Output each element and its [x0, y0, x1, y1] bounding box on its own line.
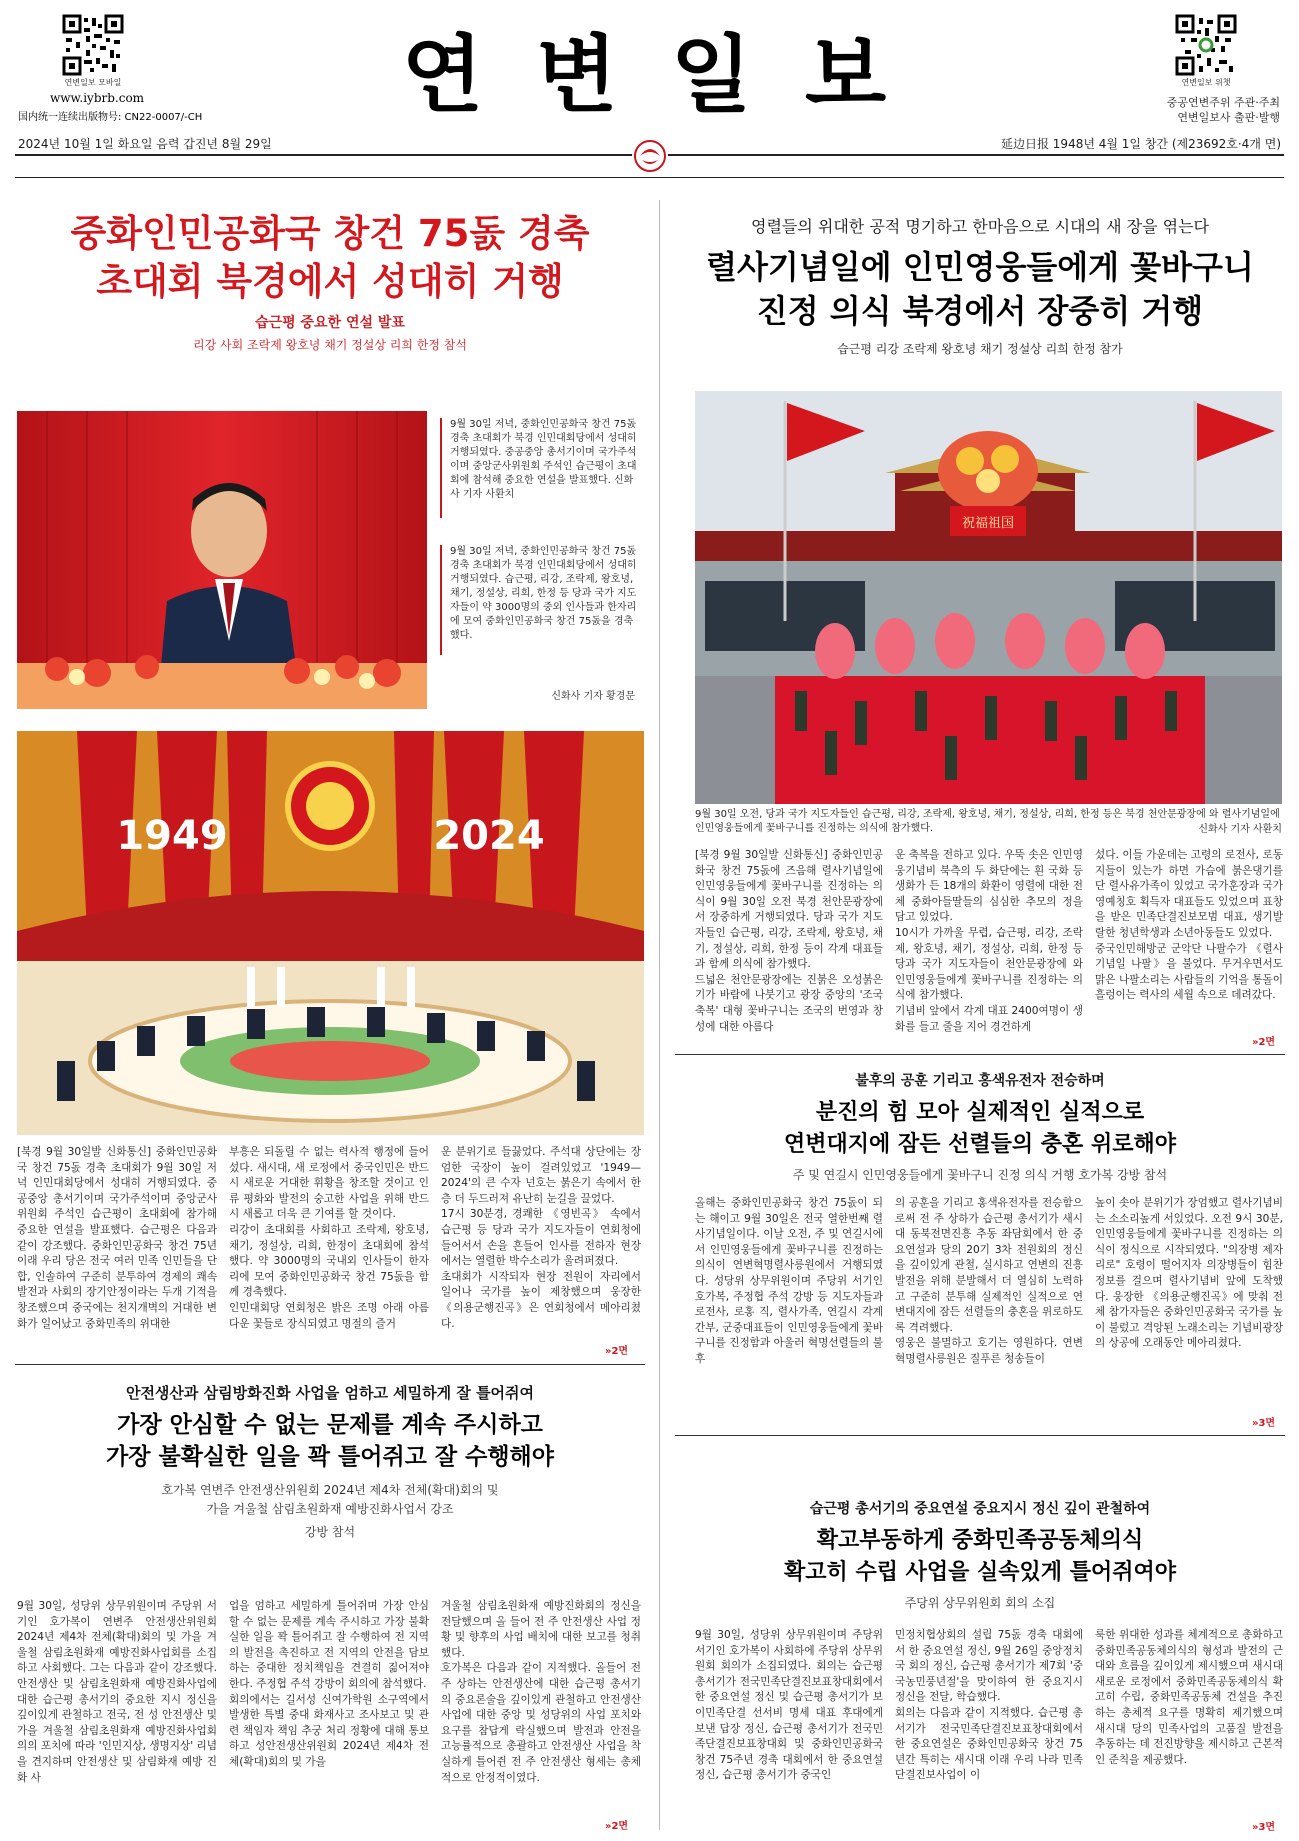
- wreath-body-col1: [북경 9월 30일발 신화통신] 중화인민공화국 창건 75돐에 즈음해 렬사기념일에 인민영웅들에게 꽃바구니를 진정하는 의식이 9월 30일 오전 북경 천안문광장에서 장중하게 거행되였다. 당과 국가 지도자들인 습근평, 리강, 조락제, 왕호녕, 채기, 정설상, 리희, 한정 등이 각계 대표들과 함께 의식에 참가했다. 드넓은 천안문광장에는 진붉은 오성붉은기가 바람에 나붓기고 광장 중앙의 '조국 축복' 대형 꽃바구니는 조국의 번영과 창성에 대한 아름다: [695, 849, 883, 1033]
- martyr-body-col1: 올해는 중화인민공화국 창건 75돐이 되는 해이고 9월 30일은 전국 열한번째 렬사기념일이다. 이날 오전, 주 및 연길시에서 인민영웅들에게 꽃바구니를 진정하는 의식이 연변혁명렬사릉원에서 거행되였다. 성당위 상무위원이며 주당위 서기인 호가복, 주정협 주석 강방 등 지도자들과 로전사, 로홍 직, 렬사가족, 연길시 각계 간부, 군중대표들이 인민영웅들에게 꽃바구니를 진정함과 아울러 혁명선렬들의 불후: [695, 1197, 883, 1365]
- right-qr-caption: 연변일보 위챗: [1181, 78, 1231, 87]
- banner-year-right: 2024: [433, 813, 545, 859]
- wreath-photo-credit: 신화사 기자 사환치: [1198, 824, 1282, 835]
- banquet-photo-caption: 9월 30일 저녁, 중화인민공화국 창건 75돐 경축 초대회가 북경 인민대회당에서 성대히 거행되였다. 습근평, 리강, 조락제, 왕호녕, 채기, 정설상, 리희, 한정 등 당과 국가 지도자들이 약 3000명의 중외 인사들과 한자리에 모여 중화인민공화국 창건 75돐을 경축했다.: [450, 546, 637, 641]
- martyr-sub: 주 및 연길시 인민영웅들에게 꽃바구니 진정 의식 거행 호가복 강방 참석: [792, 1168, 1168, 1182]
- section-divider-3: [675, 1435, 1285, 1436]
- section-divider-2: [675, 1054, 1285, 1055]
- safety-headline-line2[interactable]: 가장 불확실한 일을 꽉 틀어쥐고 잘 수행해야: [106, 1443, 554, 1470]
- meeting-continued[interactable]: »3면: [1252, 1822, 1276, 1833]
- martyr-continued[interactable]: »3면: [1252, 1418, 1276, 1429]
- martyr-body-col2: 의 공훈을 기리고 홍색유전자를 전승함으로써 전 주 상하가 습근평 총서기가 새시대 동북전면진흥 추동 좌담회에서 한 중요연설과 당의 20기 3차 전원회의 정신을 깊이있게 관철, 실시하고 연변의 진흥 발전을 위해 분발해서 더 열심히 노력하고 구준히 분투해 실제적인 실적으로 연변대지에 잠든 선렬들의 충혼을 위로하도록 격려했다. 영웅은 불멸하고 호기는 영원하다. 연변혁명렬사릉원은 질푸른 청송들이: [895, 1197, 1083, 1365]
- newspaper-title: 연 변 일 보: [401, 26, 899, 124]
- website[interactable]: www.iybrb.com: [50, 91, 145, 105]
- banquet-hall-photo[interactable]: [17, 731, 644, 1135]
- banquet-photo-credit: 신화사 기자 황경문: [551, 691, 635, 702]
- speech-photo-caption: 9월 30일 저녁, 중화인민공화국 창건 75돐 경축 초대회가 북경 인민대회당에서 성대히 거행되였다. 중공중앙 총서기이며 국가주석이며 중앙군사위원회 주석인 습근평이 초대회에 참석해 중요한 연설을 발표했다. 신화사 기자 사환치: [450, 419, 637, 500]
- safety-sub2: 가을 겨울철 삼림초원화재 예방진화사업서 강조: [206, 1502, 454, 1516]
- caption-arrow-line: [440, 418, 442, 518]
- flower-basket-banner: 祝福祖国: [961, 516, 1015, 531]
- date-right: 延边日报 1948년 4월 1일 창간 (제23692호·4개 면): [1000, 137, 1281, 151]
- date-bar: [0, 134, 1299, 178]
- safety-body-col2: 업을 엄하고 세밀하게 틀어쥐며 가장 안심할 수 없는 문제를 계속 주시하고 가장 불확실한 일을 꽉 틀어쥐고 잘 수행하여 전 지역의 발전을 촉진하고 전 지역의 안전을 담보하는 중대한 정치책임을 견결히 짊어져야 한다. 주정협 주석 강방이 회의에 참석했다. 회의에서는 길서성 신여가학원 소구역에서 발생한 특별 중대 화재사고 조사보고 및 관련 책임자 책임 추궁 처리 정황에 대해 통보하고 성안전생산위원회 2024년 제4차 전체(확대)회의 및 가을: [229, 1600, 429, 1768]
- wreath-ceremony-photo[interactable]: [695, 391, 1282, 804]
- section-divider: [15, 1364, 645, 1365]
- lead-subhead: 습근평 중요한 연설 발표: [255, 315, 405, 331]
- safety-byline: 강방 참석: [304, 1525, 356, 1539]
- date-left: 2024년 10월 1일 화요일 음력 갑진년 8월 29일: [18, 137, 272, 151]
- wreath-headline-line2[interactable]: 진정 의식 북경에서 장중히 거행: [756, 292, 1204, 330]
- meeting-headline-line2[interactable]: 확고히 수립 사업을 실속있게 틀어쥐여야: [784, 1559, 1176, 1585]
- left-qr-code[interactable]: [62, 14, 124, 80]
- safety-kicker: 안전생산과 삼림방화진화 사업을 엄하고 세밀하게 잘 틀어쥐여: [125, 1384, 535, 1402]
- meeting-kicker: 습근평 총서기의 중요연설 중요지시 정신 깊이 관철하여: [809, 1501, 1151, 1517]
- safety-continued[interactable]: »2면: [605, 1821, 629, 1832]
- wreath-sub: 습근평 리강 조락제 왕호녕 채기 정설상 리희 한정 참가: [837, 342, 1123, 356]
- wreath-photo-caption: 9월 30일 오전, 당과 국가 지도자들인 습근평, 리강, 조락제, 왕호녕, 채기, 정설상, 리희, 한정 등은 북경 천안문광장에 와 렬사기념일에 인민영웅들에게 꽃바구니를 진정하는 의식에 참가했다.: [695, 809, 1280, 834]
- meeting-body-col3: 룩한 위대한 성과를 체계적으로 총화하고 중화민족공동체의식의 형성과 발전의 근대와 흐름을 깊이있게 제시했으며 새시대 새로운 로정에서 중화민족공동체의식 확고히 수립, 중화민족공동체 건설을 추진하는 총체적 요구를 명확히 제기했으며 새시대 당의 민족사업의 고품질 발전을 추동하는 데 전진방향을 제시하고 근본적 인 준칙을 제공했다.: [1095, 1629, 1283, 1766]
- wreath-body-col2: 운 축복을 전하고 있다. 우뚝 솟은 인민영웅기념비 북측의 두 화단에는 흰 국화 등 생화가 든 18개의 화환이 영렬에 대한 전체 중화아들딸들의 심심한 추모의 정을 담고 있었다. 10시가 가까울 무렵, 습근평, 리강, 조락제, 왕호녕, 채기, 정설상, 리희, 한정 등 당과 국가 지도자들이 천안문광장에 와 인민영웅들에게 꽃바구니를 진정하는 의식에 참가했다. 기념비 앞에서 각계 대표 2400여명이 생화를 들고 줄을 지어 경건하게: [895, 849, 1083, 1033]
- wreath-headline-line1[interactable]: 렬사기념일에 인민영웅들에게 꽃바구니: [706, 248, 1254, 286]
- martyr-body-col3: 높이 솟아 분위기가 장엄했고 렬사기념비는 소소리높게 서있었다. 오전 9시 30분, 인민영웅들에게 꽃바구니를 진정하는 의식이 정식으로 시작되였다. "의장병 제자리로" 호령이 떨어지자 의장병들이 힘찬 정보를 걸으며 렬사기념비 앞에 도착했다. 웅장한 《의용군행진곡》에 맞춰 전체 참가자들은 중화인민공화국 국가를 높이 불렀고 격앙된 노래소리는 기념비광장의 상공에 오래동안 메아리쳤다.: [1095, 1197, 1283, 1350]
- publisher-line2: 연변일보사 출판·발행: [1177, 111, 1280, 124]
- safety-body-col1: 9월 30일, 성당위 상무위원이며 주당위 서기인 호가복이 연변주 안전생산위원회 2024년 제4차 전체(확대)회의 및 가을 겨울철 삼림초원화재 예방진화사업회를 소집하고 사회했다. 그는 다음과 같이 강조했다. 안전생산 및 삼림초원화재 예방진화사업에 대한 습근평 총서기의 중요한 지시 정신을 깊이있게 관철하고 전국, 전 성 안전생산 및 가을 겨울철 삼림초원화재 예방진화사업회의의 포치에 따라 '인민지상, 생명지상' 리념을 견지하며 안전생산 및 삼림화재 예방 진화 사: [17, 1600, 217, 1784]
- wreath-kicker: 영렬들의 위대한 공적 명기하고 한마음으로 시대의 새 장을 엮는다: [750, 217, 1209, 236]
- wreath-body-col3: 섰다. 이들 가운데는 고령의 로전사, 로동지들이 있는가 하면 가슴에 붉은댕기를 단 렬사유가족이 있었고 국가훈장과 국가영예칭호 획득자 대표들도 있었으며 표창을 받은 민족단결진보모범 대표, 생기발랄한 청년학생과 소년아동들도 있었다. 중국인민해방군 군악단 나팔수가 《렬사기념일 나팔》을 불었다. 무거우면서도 맑은 나팔소리는 사람들의 기억을 통돌이 흘렁이는 력사의 세월 속으로 데려갔다.: [1095, 849, 1283, 1002]
- meeting-body-col2: 민정치협상회의 설립 75돐 경축 대회에서 한 중요연설 정신, 9월 26일 중앙정치국 회의 정신, 습근평 총서기가 제7회 '중국농민풍년절'을 맞이하여 한 중요지시 정신을 전달, 학습했다. 회의는 다음과 같이 지적했다. 습근평 총서기가 전국민족단결진보표창대회에서 한 중요연설은 중화인민공화국 창건 75년간 특히는 새시대 이래 우리 나라 민족단결진보사업이 이: [895, 1629, 1083, 1782]
- safety-sub1: 호가복 연변주 안전생산위원회 2024년 제4차 전체(확대)회의 및: [161, 1483, 499, 1497]
- safety-headline-line1[interactable]: 가장 안심할 수 없는 문제를 계속 주시하고: [117, 1411, 543, 1438]
- left-qr-caption: 연변일보 모바일: [64, 78, 122, 87]
- lead-body-col1: [북경 9월 30일발 신화통신] 중화인민공화국 창건 75돐 경축 초대회가 9월 30일 저녁 인민대회당에서 성대히 거행되였다. 중공중앙 총서기이며 국가주석이며 중앙군사위원회 주석인 습근평이 초대회에 참가해 중요한 연설을 발표했다. 습근평은 다음과 같이 강조했다. 중화인민공화국 창건 75년 이래 우리 당은 전국 여러 민족 인민들을 단합, 인솔하여 구준히 분투하여 경제의 쾌속발전과 사회의 장기안정이라는 두개 기적을 창조했으며 중국에는 천지개벽의 거대한 변화가 일어났고 중화민족의 위대한: [17, 1146, 217, 1330]
- martyr-kicker: 불후의 공훈 기리고 홍색유전자 전승하며: [855, 1073, 1105, 1089]
- lead-continued[interactable]: »2면: [605, 1346, 629, 1357]
- safety-body-col3: 겨울철 삼림초원화재 예방진화회의 정신을 전달했으며 올 들어 전 주 안전생산 사업 정황 및 향후의 사업 배치에 대한 보고를 청취했다. 호가복은 다음과 같이 지적했다. 올들어 전 주 상하는 안전생산에 대한 습근평 총서기의 중요론술을 깊이있게 관철하고 안전생산 사업에 대한 중앙 및 성당위의 사업 포치와 요구를 참답게 락실했으며 발전과 안전을 고능률적으로 총괄하고 안전생산 사업을 착실하게 틀어쥔 전 주 안전생산 형세는 총체적으로 안정적이였다.: [441, 1600, 641, 1784]
- publisher-line1: 중공연변주위 주관·주최: [1166, 96, 1280, 109]
- issn: 国内统一连续出版物号: CN22-0007/-CH: [18, 112, 203, 123]
- meeting-body-col1: 9월 30일, 성당위 상무위원이며 주당위 서기인 호가복이 사회하에 주당위 상무위원회 회의가 소집되였다. 회의는 습근평 총서기가 전국민족단결진보표창대회에서 한 중요연설 정신 및 습근평 총서기가 보이민족단결 선서비 명세 대표 후대에게 보낸 답장 정신, 습근평 총서기가 전국민족단결진보표창대회 및 중화인민공화국 창건 75주년 경축 대회에서 한 중요연설 정신, 습근평 총서기가 중국인: [695, 1629, 883, 1782]
- meeting-sub: 주당위 상무위원회 회의 소집: [904, 1596, 1056, 1610]
- xi-speech-photo[interactable]: [17, 411, 427, 709]
- wreath-continued[interactable]: »2면: [1252, 1037, 1276, 1048]
- lead-headline-line1[interactable]: 중화인민공화국 창건 75돐 경축: [70, 212, 590, 255]
- emblem-logo: [632, 138, 668, 174]
- martyr-headline-line1[interactable]: 분진의 힘 모아 실제적인 실적으로: [815, 1099, 1145, 1125]
- lead-body-col2: 부흥은 되돌릴 수 없는 력사적 행정에 들어섰다. 새시대, 새 로정에서 중국인민은 반드시 새로운 거대한 휘황을 창조할 것이고 인류 평화와 발전의 숭고한 사업을 위해 반드시 새롭고 더욱 큰 기여를 할 것이다. 리강이 초대회를 사회하고 조락제, 왕호녕, 채기, 정설상, 리희, 한정이 초대회에 참석했다. 약 3000명의 국내외 인사들이 한자리에 모여 중화인민공화국 창건 75돐을 함께 경축했다. 인민대회당 연회청은 밝은 조명 아래 아름다운 꽃들로 장식되였고 명절의 즐거: [229, 1146, 429, 1330]
- lead-headline-line2[interactable]: 초대회 북경에서 성대히 거행: [96, 260, 564, 303]
- column-divider: [659, 200, 660, 1830]
- right-qr-code[interactable]: [1175, 14, 1237, 80]
- meeting-headline-line1[interactable]: 확고부동하게 중화민족공동체의식: [816, 1527, 1144, 1553]
- lead-body-col3: 운 분위기로 들끓었다. 주석대 상단에는 장엄한 국장이 높이 걸려있었고 '1949—2024'의 큰 수자 넌호는 붉은기 속에서 한층 더 두드러져 유난히 눈길을 끌었다. 17시 30분경, 경쾌한 《영빈곡》 속에서 습근평 등 당과 국가 지도자들이 연회청에 들어서서 손을 흔들어 인사를 전하자 현장에서는 열렬한 박수소리가 울려퍼졌다. 초대회가 시작되자 현장 전원이 자리에서 일어나 국가를 높이 제창했으며 웅장한 《의용군행진곡》은 연회청에서 메아리쳤다.: [441, 1146, 641, 1330]
- martyr-headline-line2[interactable]: 연변대지에 잠든 선렬들의 충혼 위로해야: [784, 1131, 1176, 1157]
- caption-arrow-line-2: [440, 545, 442, 655]
- lead-attendees: 리강 사회 조락제 왕호녕 채기 정설상 리희 한정 참석: [193, 338, 467, 352]
- banner-year-left: 1949: [116, 813, 228, 859]
